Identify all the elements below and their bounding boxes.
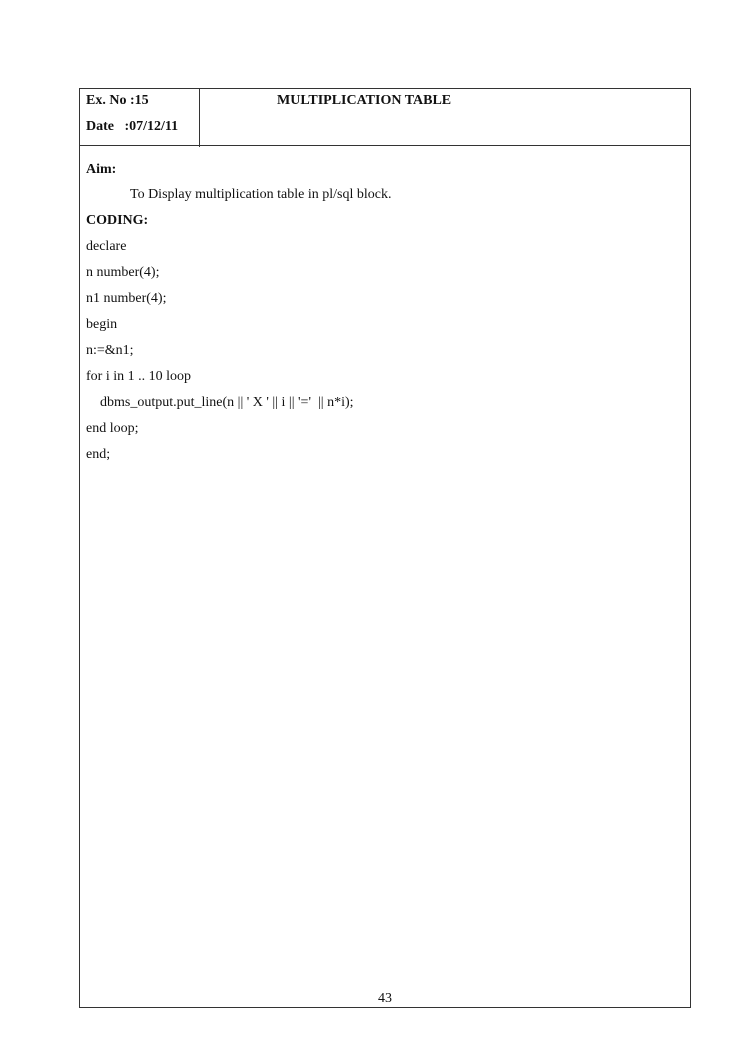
coding-label: CODING:: [86, 213, 149, 228]
code-line: end loop;: [86, 421, 139, 436]
aim-text: To Display multiplication table in pl/sql block.: [130, 187, 392, 202]
aim-label: Aim:: [86, 162, 117, 177]
header-meta-cell: [80, 89, 200, 147]
exercise-date: Date :07/12/11: [86, 119, 179, 134]
exercise-number: Ex. No :15: [86, 93, 149, 108]
header-section: [80, 89, 690, 146]
page-number: 43: [378, 991, 392, 1006]
code-line: begin: [86, 317, 118, 332]
code-line: for i in 1 .. 10 loop: [86, 369, 191, 384]
code-block: [86, 239, 354, 473]
record-frame: [79, 88, 691, 1008]
code-line: n number(4);: [86, 265, 160, 280]
code-line: n:=&n1;: [86, 343, 134, 358]
code-line: declare: [86, 239, 127, 254]
code-line: n1 number(4);: [86, 291, 167, 306]
code-line: dbms_output.put_line(n || ' X ' || i || '=' || n*i);: [100, 395, 354, 410]
page-title: MULTIPLICATION TABLE: [277, 93, 452, 108]
code-line: end;: [86, 447, 111, 462]
